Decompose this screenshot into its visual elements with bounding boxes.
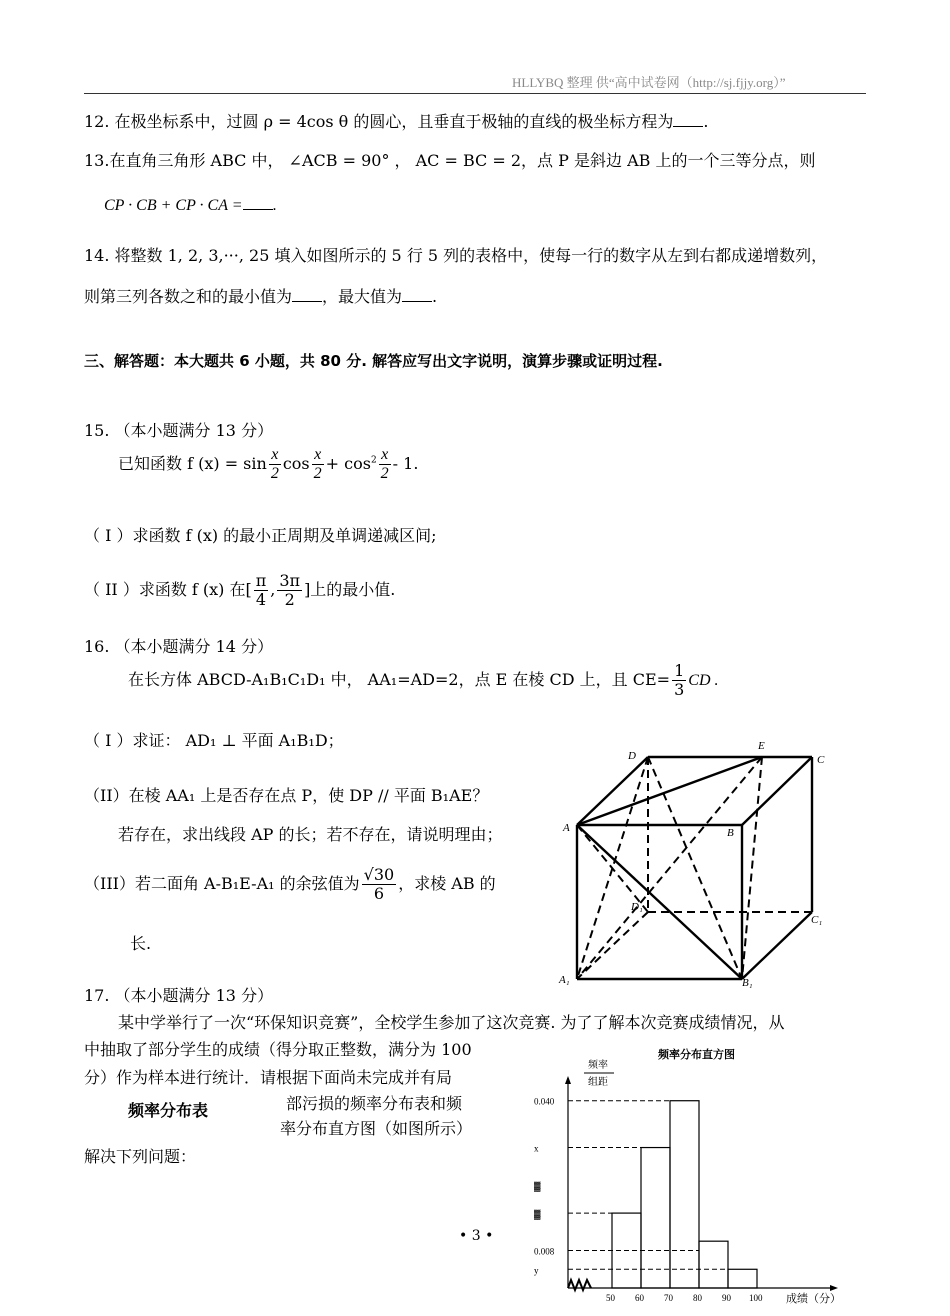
y-label-numerator: 频率 <box>588 1060 608 1071</box>
y-tick-label: ▓ <box>534 1181 541 1191</box>
y-axis-arrow <box>565 1076 571 1084</box>
histogram-bar <box>670 1101 699 1288</box>
header-source: HLLYBQ 整理 供“高中试卷网（http://sj.fjjy.org）” <box>512 75 786 90</box>
question-14-line2: 则第三列各数之和的最小值为 ，最大值为 . <box>84 287 438 306</box>
x-tick-label: 90 <box>722 1293 731 1303</box>
histogram-title: 频率分布直方图 <box>658 1049 735 1061</box>
segment-B1E <box>742 757 762 979</box>
question-16-part3-b: 长. <box>130 934 152 953</box>
y-tick-label: x <box>534 1143 539 1154</box>
histogram-bar <box>699 1241 728 1288</box>
question-14-line1: 14. 将整数 1, 2, 3,···, 25 填入如图所示的 5 行 5 列的表格中，使每一行的数字从左到右都成递增数列， <box>84 246 828 265</box>
label-C: C <box>817 754 825 766</box>
question-16-title: 16. （本小题满分 14 分） <box>84 637 274 656</box>
y-tick-label: 0.040 <box>534 1096 555 1107</box>
question-15-function: 已知函数 f (x) = sin $\frac{x}{2}$ cos $\frac{x}{2}$ + $\cos^2$ $\frac{x}{2}$ - 1. <box>118 446 419 482</box>
x-tick-label: 70 <box>664 1293 673 1303</box>
question-13-line1: 13.在直角三角形 ABC 中， ∠ACB = 90° ， AC = BC = 2，点 P 是斜边 AB 上的一个三等分点，则 <box>84 151 816 170</box>
x-tick-label: 100 <box>749 1293 763 1303</box>
y-tick-label: ▓ <box>534 1209 541 1220</box>
question-17-line5: 率分布直方图（如图所示） <box>280 1119 473 1138</box>
page-number: • 3 • <box>459 1228 494 1244</box>
x-axis-arrow <box>830 1285 838 1291</box>
segment-B1D <box>648 757 742 979</box>
question-16-intro: 在长方体 ABCD-A₁B₁C₁D₁ 中， AA₁=AD=2，点 E 在棱 CD 上，且 CE= $\frac{1}{3}$ CD . <box>128 661 719 699</box>
question-17-line1: 某中学举行了一次“环保知识竞赛”，全校学生参加了这次竞赛. 为了了解本次竞赛成绩情况，从 <box>118 1013 785 1032</box>
question-15-part1: （ I ）求函数 f (x) 的最小正周期及单调递减区间; <box>84 526 437 545</box>
question-15-title: 15. （本小题满分 13 分） <box>84 421 274 440</box>
label-D1: D₁ <box>631 901 643 913</box>
edge-AD <box>577 757 648 825</box>
segment-AD1 <box>577 825 648 912</box>
question-17-line2: 中抽取了部分学生的成绩（得分取正整数，满分为 100 <box>84 1040 472 1059</box>
frequency-histogram <box>530 1042 850 1310</box>
y-label-denominator: 组距 <box>588 1077 608 1088</box>
histogram-bar <box>641 1148 670 1288</box>
edge-B1C1 <box>742 912 812 979</box>
question-12: 12. 在极坐标系中，过圆 ρ = 4cos θ 的圆心，且垂直于极轴的直线的极坐标方程为 . <box>84 112 709 131</box>
question-16-part1: （ I ）求证： AD₁ ⊥ 平面 A₁B₁D； <box>84 731 344 750</box>
section-3-heading: 三、解答题：本大题共 6 小题，共 80 分. 解答应写出文字说明，演算步骤或证明过程. <box>84 352 663 370</box>
label-C1: C₁ <box>811 914 823 926</box>
x-tick-label: 60 <box>635 1293 644 1303</box>
frequency-table-title: 频率分布表 <box>128 1101 209 1120</box>
question-17-title: 17. （本小题满分 13 分） <box>84 986 274 1005</box>
label-D: D <box>628 750 636 762</box>
x-tick-label: 80 <box>693 1293 702 1303</box>
label-B1: B₁ <box>742 977 753 989</box>
question-17-line6: 解决下列问题： <box>84 1147 197 1166</box>
x-tick-label: 50 <box>606 1293 615 1303</box>
question-16-part2-b: 若存在，求出线段 AP 的长；若不存在，请说明理由； <box>118 825 503 844</box>
y-tick-label: y <box>534 1265 539 1276</box>
header-rule <box>84 93 866 94</box>
question-17-line3: 分）作为样本进行统计．请根据下面尚未完成并有局 <box>84 1068 453 1087</box>
label-B: B <box>727 827 734 839</box>
question-16-part2: （II）在棱 AA₁ 上是否存在点 P，使 DP // 平面 B₁AE？ <box>84 786 489 805</box>
question-15-part2: （ II ）求函数 f (x) 在[ $\frac{\pi}{4}$ , $\frac{3\pi}{2}$ ]上的最小值. <box>84 571 396 609</box>
label-A: A <box>563 822 570 834</box>
question-17-line4: 部污损的频率分布表和频 <box>286 1094 463 1113</box>
histogram-bar <box>728 1269 757 1288</box>
label-E: E <box>758 740 765 752</box>
y-tick-label: 0.008 <box>534 1246 555 1257</box>
segment-AB1 <box>577 825 742 979</box>
question-13-line2: CP · CB + CP · CA = . <box>104 197 277 214</box>
label-A1: A₁ <box>559 974 570 986</box>
cuboid-figure <box>555 735 845 990</box>
x-axis-label: 成绩（分） <box>786 1293 841 1305</box>
question-16-part3: （III）若二面角 A-B₁E-A₁ 的余弦值为 $\frac{√30}{6}$ ，求棱 AB 的 <box>84 865 496 903</box>
